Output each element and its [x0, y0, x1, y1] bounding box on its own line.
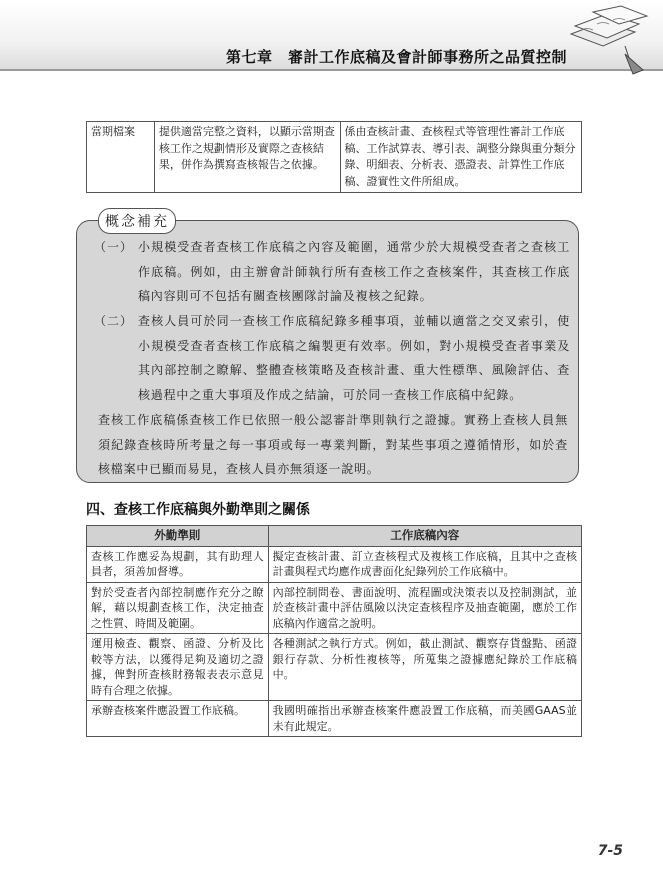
table-row — [87, 634, 582, 701]
table-cell: 擬定查核計畫、訂立查核程式及複核工作底稿，且其中之查核計畫與程式均應作成書面化紀錄列於工作底稿中。 — [268, 546, 581, 582]
section-heading: 四、查核工作底稿與外勤準則之關係 — [86, 502, 310, 518]
concept-item-number: （二） — [94, 314, 134, 328]
concept-item-text: 查核人員可於同一查核工作底稿紀錄多種事項，並輔以適當之交叉索引，使小規模受查者查核工作底稿之編製更有效率。例如，對小規模受查者事業及其內部控制之瞭解、整體查核策略及查核計畫、重大性標準、風險評估、查核過程中之重大事項及作成之結論，可於同一查核工作底稿中紀錄。 — [138, 314, 570, 402]
table-cell: 運用檢查、觀察、函證、分析及比較等方法，以獲得足夠及適切之證據，俾對所查核財務報表表示意見時有合理之依據。 — [87, 634, 269, 701]
table-cell: 內部控制問卷、書面說明、流程圖或決策表以及控制測試，並於查核計畫中評估風險以決定查核程序及抽查範圍，應於工作底稿內作適當之說明。 — [268, 582, 581, 634]
concept-label: 概念補充 — [98, 208, 176, 234]
table-row — [87, 122, 582, 193]
table-cell: 提供適當完整之資料，以顯示當期查核工作之規劃情形及實際之查核結果，併作為撰寫查核報告之依據。 — [154, 122, 340, 193]
page-number: 7-5 — [597, 843, 623, 859]
table-cell: 承辦查核案件應設置工作底稿。 — [87, 701, 269, 737]
table-header-row — [87, 526, 582, 547]
concept-paragraph: 查核工作底稿係查核工作已依照一般公認審計準則執行之證據。實務上查核人員無須紀錄查核時所考量之每一事項或每一專業判斷，對某些事項之遵循情形，如於查核檔案中已顯而易見，查核人員亦無須逐一說明。 — [98, 413, 568, 476]
book-stack-decoration — [563, 4, 655, 96]
table-cell: 當期檔案 — [87, 122, 155, 193]
table-row — [87, 701, 582, 737]
archive-table — [86, 121, 582, 193]
table-row — [87, 582, 582, 634]
concept-item-1 — [94, 235, 570, 309]
concept-item-number: （一） — [94, 240, 134, 254]
concept-item-text: 小規模受查者查核工作底稿之內容及範圍，通常少於大規模受查者之查核工作底稿。例如，由主辦會計師執行所有查核工作之查核案件，其查核工作底稿內容則可不包括有關查核團隊討論及複核之紀錄。 — [138, 240, 570, 303]
table-row — [87, 546, 582, 582]
table-cell: 對於受查者內部控制應作充分之瞭解，藉以規劃查核工作，決定抽查之性質、時間及範圍。 — [87, 582, 269, 634]
concept-item-2 — [94, 309, 570, 407]
fieldwork-standards-table — [86, 525, 582, 737]
column-header: 外勤準則 — [87, 526, 269, 547]
chapter-title: 第七章 審計工作底稿及會計師事務所之品質控制 — [225, 48, 567, 66]
table-cell: 查核工作應妥為規劃，其有助理人員者，須善加督導。 — [87, 546, 269, 582]
table-cell: 係由查核計畫、查核程式等管理性審計工作底稿、工作試算表、導引表、調整分錄與重分類分錄、明細表、分析表、憑證表、計算性工作底稿、證實性文件所組成。 — [340, 122, 582, 193]
table-cell: 各種測試之執行方式。例如，截止測試、觀察存貨盤點、函證銀行存款、分析性複核等，所蒐集之證據應紀錄於工作底稿中。 — [268, 634, 581, 701]
column-header: 工作底稿內容 — [268, 526, 581, 547]
table-cell: 我國明確指出承辦查核案件應設置工作底稿，而美國GAAS並未有此規定。 — [268, 701, 581, 737]
